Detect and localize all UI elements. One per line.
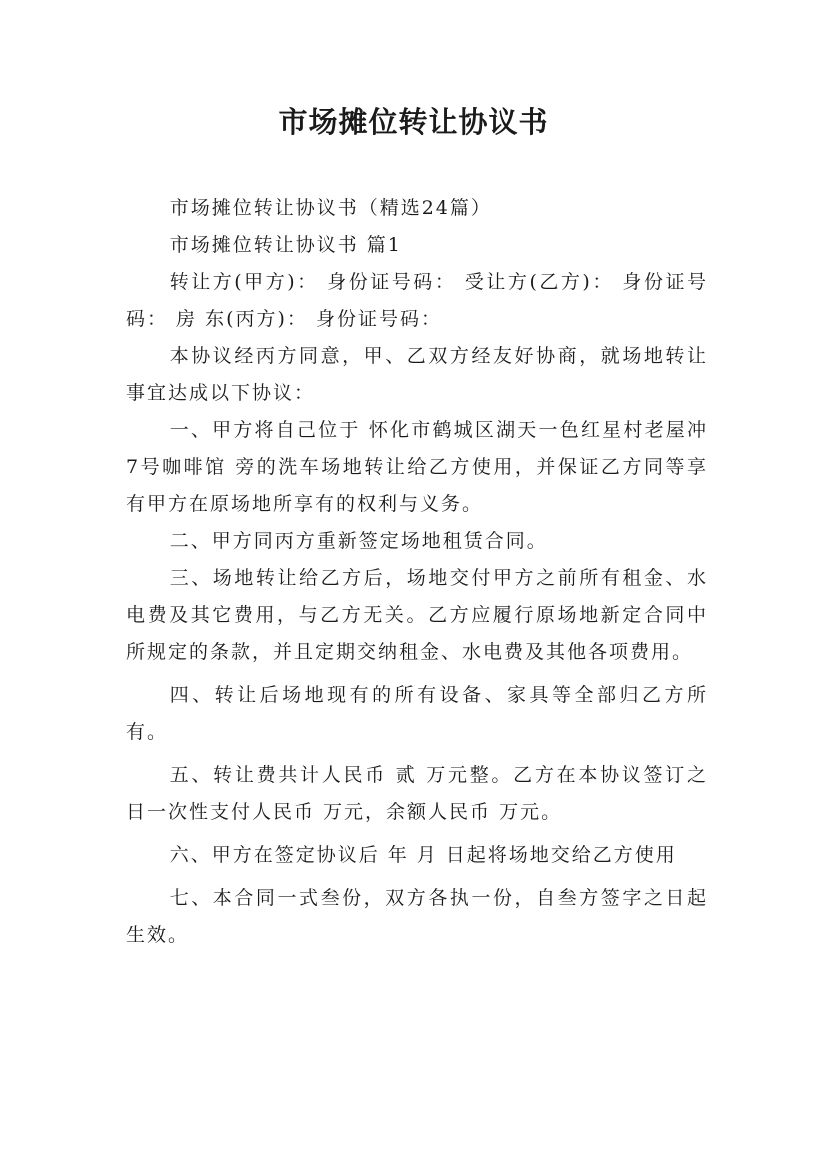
document-body — [126, 190, 708, 954]
paragraph-subtitle: 市场摊位转让协议书（精选24篇） — [169, 197, 492, 219]
paragraph-clause-2: 二、甲方同丙方重新签定场地租赁合同。 — [169, 530, 548, 552]
paragraph-clause-7: 七、本合同一式叁份，双方各执一份，自叁方签字之日起生效。 — [126, 887, 708, 946]
paragraph-intro: 本协议经丙方同意，甲、乙双方经友好协商，就场地转让事宜达成以下协议： — [126, 345, 708, 404]
paragraph-parties: 转让方(甲方)： 身份证号码： 受让方(乙方)： 身份证号码： 房 东(丙方)： 身份证号码： — [126, 271, 708, 330]
document-title: 市场摊位转让协议书 — [278, 105, 549, 139]
paragraph-section-heading: 市场摊位转让协议书 篇1 — [169, 234, 402, 256]
paragraph-clause-4: 四、转让后场地现有的所有设备、家具等全部归乙方所有。 — [126, 684, 708, 743]
paragraph-clause-5: 五、转让费共计人民币 贰 万元整。乙方在本协议签订之日一次性支付人民币 万元，余额人民币 万元。 — [126, 764, 708, 823]
paragraph-clause-6: 六、甲方在签定协议后 年 月 日起将场地交给乙方使用 — [169, 844, 677, 866]
paragraph-clause-3: 三、场地转让给乙方后，场地交付甲方之前所有租金、水电费及其它费用，与乙方无关。乙方应履行原场地新定合同中所规定的条款，并且定期交纳租金、水电费及其他各项费用。 — [126, 567, 708, 663]
paragraph-clause-1: 一、甲方将自己位于 怀化市鹤城区湖天一色红星村老屋冲7号咖啡馆 旁的洗车场地转让给乙方使用，并保证乙方同等享有甲方在原场地所享有的权利与义务。 — [126, 419, 708, 515]
